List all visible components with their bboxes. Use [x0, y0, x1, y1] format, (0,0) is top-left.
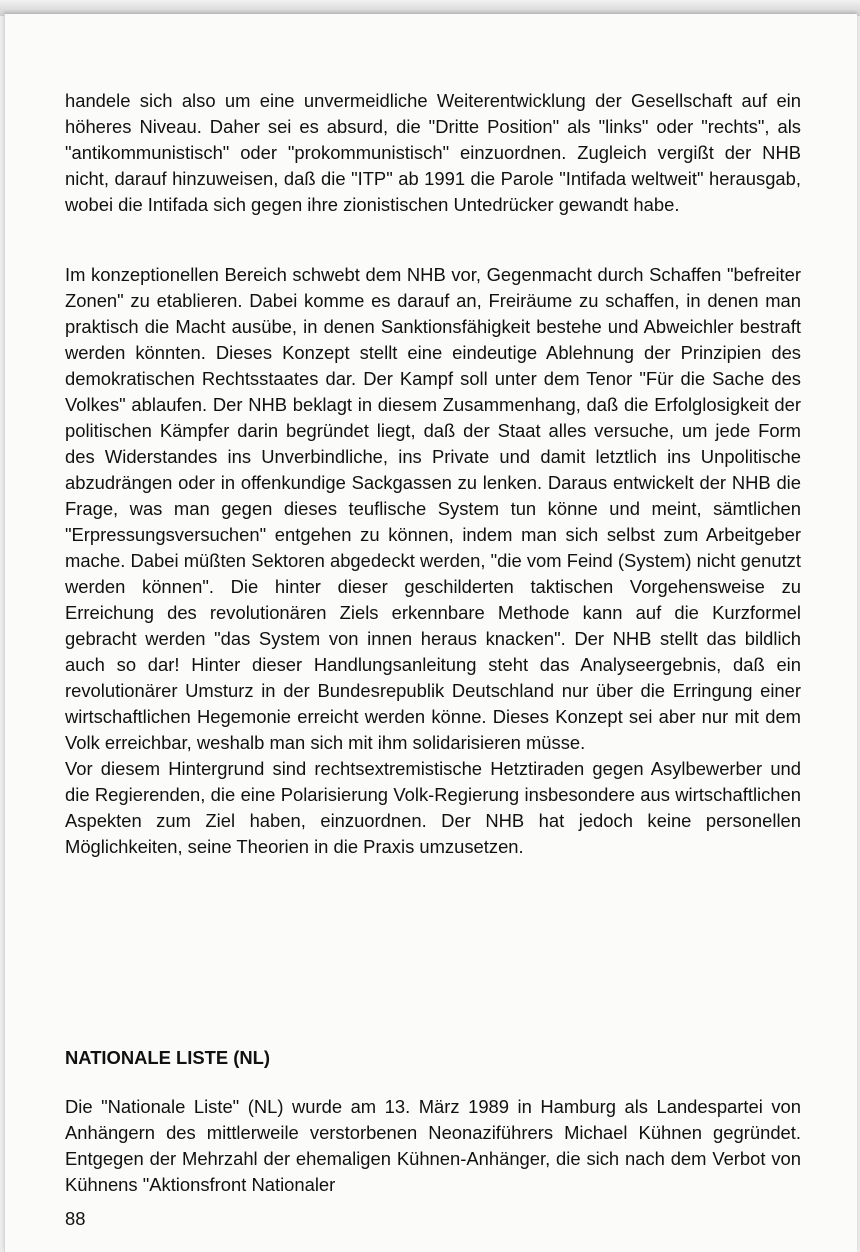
page-number: 88 [65, 1208, 86, 1229]
paragraph-2: Im konzeptionellen Bereich schwebt dem NHB vor, Gegenmacht durch Schaffen "befreiter Zonen" zu etablieren. Dabei komme es darauf an, Freiräume zu schaffen, in denen man praktisch die Macht ausübe, in denen Sanktionsfähigkeit bestehe und Abweichler bestraft werden könnten. Dieses Konzept stellt eine eindeutige Ablehnung der Prinzipien des demokratischen Rechtsstaates dar. Der Kampf soll unter dem Tenor "Für die Sache des Volkes" ablaufen. Der NHB beklagt in diesem Zusammenhang, daß die Erfolglosigkeit der politischen Kämpfer darin begründet liegt, daß der Staat alles versuche, um jede Form des Widerstandes ins Unverbindliche, ins Private und damit letztlich ins Unpolitische abzudrängen oder in offenkundige Sackgassen zu lenken. Daraus entwickelt der NHB die Frage, was man gegen dieses teuflische System tun könne und meint, sämtlichen "Erpressungsversuchen" entgehen zu können, indem man sich selbst zum Arbeitgeber mache. Dabei müßten Sektoren abgedeckt werden, "die vom Feind (System) nicht genutzt werden können". Die hinter dieser geschilderten taktischen Vorgehensweise zu Erreichung des revolutionären Ziels erkennbare Methode kann auf die Kurzformel gebracht werden "das System von innen heraus knacken". Der NHB stellt das bildlich auch so dar! Hinter dieser Handlungsanleitung steht das Analyseergebnis, daß ein revolutionärer Umsturz in der Bundesrepublik Deutschland nur über die Erringung einer wirtschaftlichen Hegemonie erreicht werden könne. Dieses Konzept sei aber nur mit dem Volk erreichbar, weshalb man sich mit ihm solidarisieren müsse. [65, 264, 801, 753]
paragraph-3: Die "Nationale Liste" (NL) wurde am 13. März 1989 in Hamburg als Landespartei von Anhängern des mittlerweile verstorbenen Neonaziführers Michael Kühnen gegründet. Entgegen der Mehrzahl der ehemaligen Kühnen-Anhänger, die sich nach dem Verbot von Kühnens "Aktionsfront Nationaler [65, 1096, 801, 1195]
paragraph-2b: Vor diesem Hintergrund sind rechtsextremistische Hetztiraden gegen Asylbewerber und die Regierenden, die eine Polarisierung Volk-Regierung insbesondere aus wirtschaftlichen Aspekten zum Ziel haben, einzuordnen. Der NHB hat jedoch keine personellen Möglichkeiten, seine Theorien in die Praxis umzusetzen. [65, 758, 801, 857]
paragraph-2-block [65, 262, 801, 860]
paragraph-1: handele sich also um eine unvermeidliche Weiterentwicklung der Gesellschaft auf ein höheres Niveau. Daher sei es absurd, die "Dritte Position" als "links" oder "rechts", als "antikommunistisch" oder "prokommunistisch" einzuordnen. Zugleich vergißt der NHB nicht, darauf hinzuweisen, daß die "ITP" ab 1991 die Parole "Intifada weltweit" herausgab, wobei die Intifada sich gegen ihre zionistischen Untedrücker gewandt habe. [65, 90, 801, 215]
document-page [4, 14, 857, 1252]
section-heading: NATIONALE LISTE (NL) [65, 1047, 270, 1068]
